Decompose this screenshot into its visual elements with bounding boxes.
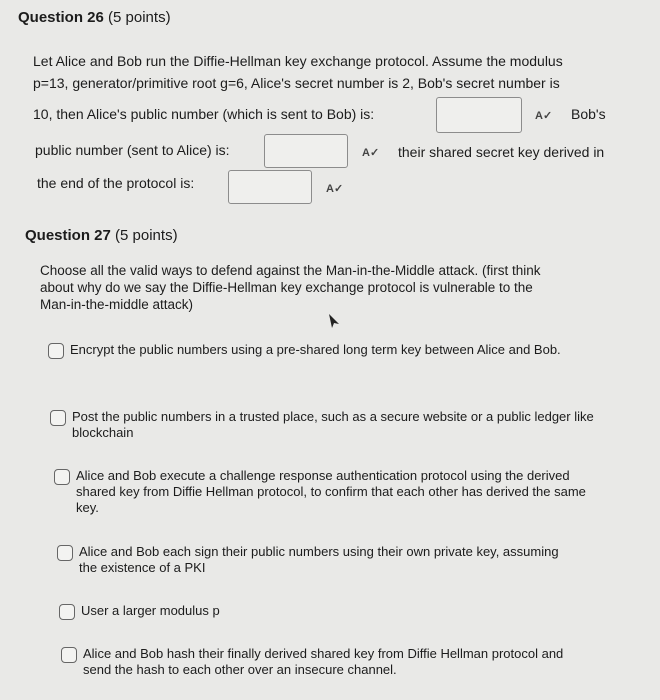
q26-text-line2: p=13, generator/primitive root g=6, Alice's secret number is 2, Bob's secret number is	[33, 75, 560, 91]
option-5[interactable]: User a larger modulus p	[59, 603, 559, 620]
option-2[interactable]: Post the public numbers in a trusted place, such as a secure website or a public ledger like blockchain	[50, 409, 610, 441]
alice-public-number-input[interactable]	[436, 97, 522, 133]
checkbox[interactable]	[59, 604, 75, 620]
shared-secret-input[interactable]	[228, 170, 312, 204]
checkbox[interactable]	[57, 545, 73, 561]
q26-text-line4: public number (sent to Alice) is:	[35, 142, 230, 158]
mouse-cursor-icon	[328, 313, 340, 329]
q27-prompt: Choose all the valid ways to defend against the Man-in-the-Middle attack. (first think about why do we say the Diffie-Hellman key exchange protocol is vulnerable to the Man-in-the-middle attack)	[40, 263, 541, 312]
option-1[interactable]: Encrypt the public numbers using a pre-shared long term key between Alice and Bob.	[48, 342, 618, 359]
checkbox[interactable]	[61, 647, 77, 663]
q26-text-line3: 10, then Alice's public number (which is sent to Bob) is:	[33, 106, 375, 122]
checkbox[interactable]	[48, 343, 64, 359]
q26-text-line1: Let Alice and Bob run the Diffie-Hellman key exchange protocol. Assume the modulus	[33, 53, 563, 69]
option-3[interactable]: Alice and Bob execute a challenge response authentication protocol using the derived shared key from Diffie Hellman protocol, to confirm that each other has derived the same key.	[54, 468, 594, 516]
option-6[interactable]: Alice and Bob hash their finally derived shared key from Diffie Hellman protocol and send the hash to each other over an insecure channel.	[61, 646, 591, 678]
q26-text-line3b: Bob's	[571, 106, 606, 122]
q26-text-line4b: their shared secret key derived in	[398, 144, 605, 160]
question-26-title: Question 26 (5 points)	[18, 9, 171, 26]
spellcheck-icon[interactable]: A✓	[362, 147, 380, 159]
spellcheck-icon[interactable]: A✓	[326, 183, 344, 195]
question-27-title: Question 27 (5 points)	[25, 227, 178, 244]
option-4[interactable]: Alice and Bob each sign their public numbers using their own private key, assuming the existence of a PKI	[57, 544, 567, 576]
q26-text-line5: the end of the protocol is:	[37, 175, 195, 191]
checkbox[interactable]	[54, 469, 70, 485]
checkbox[interactable]	[50, 410, 66, 426]
bob-public-number-input[interactable]	[264, 134, 348, 168]
spellcheck-icon[interactable]: A✓	[535, 110, 553, 122]
